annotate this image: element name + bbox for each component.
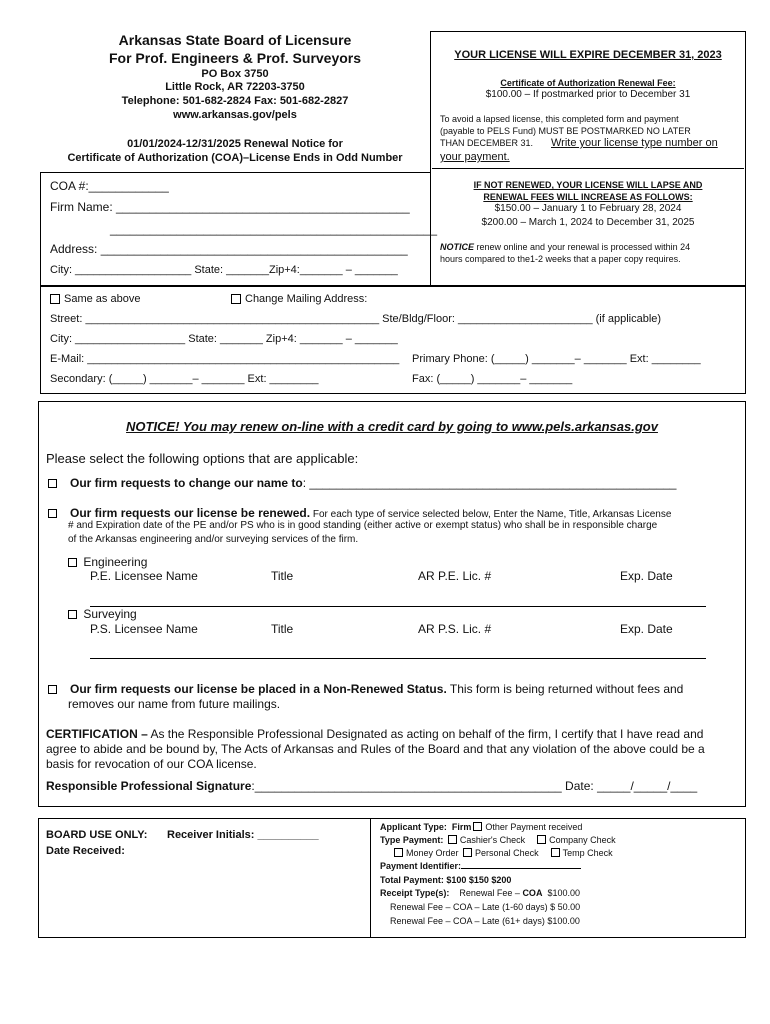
signature-line[interactable] (46, 779, 697, 793)
city-state-zip-field[interactable]: City: ___________________ State: _______Zip+4:_______ – _______ (50, 264, 398, 276)
primary-phone-field[interactable]: Primary Phone: (_____) _______– _______ Ext: ________ (412, 353, 701, 365)
checkbox-change-mailing[interactable] (231, 294, 241, 304)
firm-name-field[interactable]: Firm Name: ____________________________________________ (50, 200, 410, 214)
checkbox-change-name[interactable] (48, 479, 57, 488)
date-received: Date Received: (46, 845, 125, 857)
online-notice-label: NOTICE (440, 242, 475, 252)
renew-text-3: of the Arkansas engineering and/or surveying services of the firm. (68, 534, 359, 545)
payment-identifier-label: Payment Identifier: (380, 861, 462, 871)
temp-check-label: Temp Check (562, 848, 613, 858)
board-title: Arkansas State Board of Licensure (118, 32, 352, 48)
board-phones: Telephone: 501-682-2824 Fax: 501-682-2827 (121, 95, 349, 107)
type-payment-row (380, 835, 616, 845)
online-notice-text: renew online and your renewal is processed within 24 (474, 242, 691, 252)
online-notice (440, 242, 740, 252)
mailing-city-field[interactable]: City: __________________ State: _______ Zip+4: _______ – _______ (50, 333, 398, 345)
lapse-line-2: (payable to PELS Fund) MUST BE POSTMARKED NO LATER (440, 126, 691, 136)
email-field[interactable]: E-Mail: ___________________________________________________ (50, 353, 400, 365)
renew-label: Our firm requests our license be renewed. (70, 506, 311, 520)
lapse-line-1: To avoid a lapsed license, this completed form and payment (440, 114, 679, 124)
renew-text: For each type of service selected below, Enter the Name, Title, Arkansas License (310, 509, 672, 520)
fee-march: $200.00 – March 1, 2024 to December 31, 2025 (481, 217, 695, 228)
checkbox-same-as-above[interactable] (50, 294, 60, 304)
non-renew-text-2: removes our name from future mailings. (68, 697, 281, 711)
non-renew-label: Our firm requests our license be placed in a Non-Renewed Status. (70, 682, 447, 696)
change-mailing-label: Change Mailing Address: (245, 293, 368, 305)
money-order-label: Money Order (406, 848, 459, 858)
applicant-type-row (380, 822, 582, 832)
engineering-option[interactable] (66, 555, 147, 569)
pe-name-header: P.E. Licensee Name (90, 569, 198, 583)
ps-entry-line[interactable] (90, 658, 706, 659)
payment-identifier (380, 861, 581, 871)
change-name-blank[interactable]: : _______________________________________________________ (302, 476, 677, 490)
ps-name-header: P.S. Licensee Name (90, 622, 198, 636)
board-city: Little Rock, AR 72203-3750 (165, 81, 305, 93)
signature-label: Responsible Professional Signature (46, 779, 252, 793)
renewal-notice-subtitle: Certificate of Authorization (COA)–License Ends in Odd Number (67, 152, 403, 164)
expiration-title: YOUR LICENSE WILL EXPIRE DECEMBER 31, 2023 (454, 49, 722, 61)
receipt-types-row (380, 888, 580, 898)
other-payment-label: Other Payment received (485, 822, 583, 832)
write-license-note-2: your payment. (440, 151, 510, 163)
certification-line-2: agree to abide and be bound by, The Acts of Arkansas and Rules of the Board and that any violation of the above could be a (46, 742, 705, 756)
applicant-type-label: Applicant Type: (380, 822, 447, 832)
certification-text: As the Responsible Professional Designated as acting on behalf of the firm, I certify that I have read and (147, 727, 704, 741)
pe-exp-header: Exp. Date (620, 569, 673, 583)
checkbox-other-payment[interactable] (473, 822, 482, 831)
engineering-label: Engineering (83, 555, 148, 569)
change-mailing-option[interactable] (231, 293, 367, 305)
certification-line-1 (46, 727, 703, 741)
payment-identifier-blank[interactable] (461, 868, 581, 869)
renewal-notice-title: 01/01/2024-12/31/2025 Renewal Notice for (127, 138, 343, 150)
change-name-option[interactable] (46, 476, 676, 490)
payment-method-row (392, 848, 613, 858)
surveying-label: Surveying (83, 607, 137, 621)
coa-number-field[interactable]: COA #:____________ (50, 179, 169, 193)
firm-name-field-2[interactable]: _________________________________________________ (110, 222, 438, 236)
lapse-line-3: THAN DECEMBER 31. (440, 138, 534, 148)
board-use-divider (370, 818, 371, 938)
street-field[interactable]: Street: ________________________________________________ Ste/Bldg/Floor: ______________________ (if applicable) (50, 313, 662, 325)
expiration-divider (432, 168, 744, 169)
type-payment-label: Type Payment: (380, 835, 444, 845)
checkbox-surveying[interactable] (68, 610, 77, 619)
receiver-initials: Receiver Initials: __________ (167, 829, 319, 841)
same-as-above-label: Same as above (64, 293, 141, 305)
late-fee-2: Renewal Fee – COA – Late (61+ days) $100.00 (390, 916, 580, 926)
checkbox-money-order[interactable] (394, 848, 403, 857)
ps-lic-header: AR P.S. Lic. # (418, 622, 492, 636)
company-check-label: Company Check (549, 835, 616, 845)
certification-line-3: basis for revocation of our COA license. (46, 757, 257, 771)
renew-option[interactable] (46, 506, 671, 520)
write-license-note: Write your license type number on (551, 137, 718, 149)
checkbox-non-renew[interactable] (48, 685, 57, 694)
board-use-label: BOARD USE ONLY: (46, 829, 148, 841)
renewal-fee-label: Renewal Fee – (459, 888, 520, 898)
secondary-phone-field[interactable]: Secondary: (_____) _______– _______ Ext: ________ (50, 373, 319, 385)
cashiers-check-label: Cashier's Check (459, 835, 526, 845)
same-as-above-option[interactable] (50, 293, 140, 305)
pe-lic-header: AR P.E. Lic. # (418, 569, 492, 583)
coa-label: COA (522, 888, 543, 898)
address-field[interactable]: Address: ______________________________________________ (50, 242, 408, 256)
increase-line-1: IF NOT RENEWED, YOUR LICENSE WILL LAPSE AND (473, 180, 703, 190)
online-notice-2: hours compared to the1-2 weeks that a paper copy requires. (440, 254, 681, 264)
checkbox-cashiers-check[interactable] (448, 835, 457, 844)
receipt-types-label: Receipt Type(s): (380, 888, 450, 898)
certification-label: CERTIFICATION – (46, 727, 148, 741)
surveying-option[interactable] (66, 607, 137, 621)
board-subtitle: For Prof. Engineers & Prof. Surveyors (108, 50, 362, 66)
checkbox-temp-check[interactable] (551, 848, 560, 857)
fee-text: $100.00 – If postmarked prior to December 31 (485, 89, 691, 100)
pe-title-header: Title (271, 569, 294, 583)
options-intro: Please select the following options that are applicable: (46, 451, 359, 466)
ps-exp-header: Exp. Date (620, 622, 673, 636)
signature-date-blank[interactable]: :______________________________________________ Date: _____/_____/____ (251, 779, 698, 793)
non-renew-text: This form is being returned without fees and (446, 682, 684, 696)
firm-label: Firm (451, 822, 472, 832)
board-website: www.arkansas.gov/pels (173, 109, 297, 121)
checkbox-renew[interactable] (48, 509, 57, 518)
po-box: PO Box 3750 (201, 68, 269, 80)
fee-january: $150.00 – January 1 to February 28, 2024 (494, 203, 682, 214)
increase-line-2: RENEWAL FEES WILL INCREASE AS FOLLOWS: (483, 192, 693, 202)
renew-text-2: # and Expiration date of the PE and/or PS who is in good standing (either active or exempt status) who shall be in responsible charge (68, 520, 658, 531)
checkbox-personal-check[interactable] (463, 848, 472, 857)
fax-field[interactable]: Fax: (_____) _______– _______ (412, 373, 573, 385)
late-fee-1: Renewal Fee – COA – Late (1-60 days) $ 50.00 (390, 902, 581, 912)
checkbox-engineering[interactable] (68, 558, 77, 567)
personal-check-label: Personal Check (475, 848, 539, 858)
renewal-fee-amount: $100.00 (547, 888, 580, 898)
pe-entry-line[interactable] (90, 606, 706, 607)
checkbox-company-check[interactable] (537, 835, 546, 844)
ps-title-header: Title (271, 622, 294, 636)
online-renew-notice[interactable]: NOTICE! You may renew on-line with a credit card by going to www.pels.arkansas.gov (126, 419, 658, 434)
non-renew-option[interactable] (46, 682, 683, 696)
change-name-label: Our firm requests to change our name to (70, 476, 303, 490)
total-payment: Total Payment: $100 $150 $200 (380, 875, 512, 885)
fee-heading: Certificate of Authorization Renewal Fee: (500, 78, 676, 88)
